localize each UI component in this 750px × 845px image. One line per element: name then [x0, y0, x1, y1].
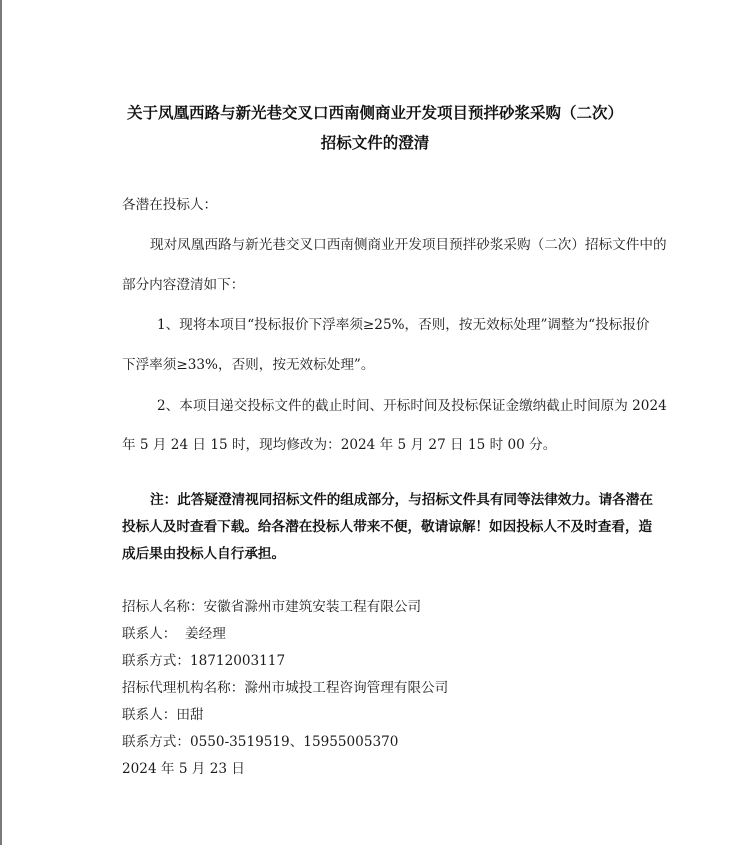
note-line-3: 成后果由投标人自行承担。	[122, 546, 286, 562]
item-1-line-1: 1、现将本项目“投标报价下浮率须≥25%，否则，按无效标处理”调整为“投标报价	[157, 317, 650, 333]
intro-line-2: 部分内容澄清如下：	[122, 277, 245, 293]
item-1-line-2: 下浮率须≥33%，否则，按无效标处理”。	[122, 357, 375, 373]
agency-contact-person: 联系人：田甜	[122, 707, 204, 723]
agency-name: 招标代理机构名称：滁州市城投工程咨询管理有限公司	[122, 680, 449, 696]
agency-phone: 联系方式：0550-3519519、15955005370	[122, 734, 399, 750]
document-date: 2024 年 5 月 23 日	[122, 761, 245, 777]
item-2-line-2: 年 5 月 24 日 15 时，现均修改为：2024 年 5 月 27 日 15 时 00 分。	[122, 437, 557, 453]
tenderer-contact-person: 联系人： 姜经理	[122, 626, 226, 642]
intro-line-1: 现对凤凰西路与新光巷交叉口西南侧商业开发项目预拌砂浆采购（二次）招标文件中的	[150, 237, 667, 253]
note-line-2: 投标人及时查看下载。给各潜在投标人带来不便，敬请谅解！如因投标人不及时查看，造	[122, 519, 653, 535]
salutation: 各潜在投标人：	[122, 197, 218, 213]
item-2-line-1: 2、本项目递交投标文件的截止时间、开标时间及投标保证金缴纳截止时间原为 2024	[157, 398, 667, 414]
note-line-1: 注：此答疑澄清视同招标文件的组成部分，与招标文件具有同等法律效力。请各潜在	[150, 492, 653, 508]
tenderer-name: 招标人名称：安徽省滁州市建筑安装工程有限公司	[122, 599, 422, 615]
document-title-line-2: 招标文件的澄清	[320, 134, 430, 152]
document-title-line-1: 关于凤凰西路与新光巷交叉口西南侧商业开发项目预拌砂浆采购（二次）	[126, 104, 623, 122]
tenderer-phone: 联系方式：18712003117	[122, 653, 286, 669]
